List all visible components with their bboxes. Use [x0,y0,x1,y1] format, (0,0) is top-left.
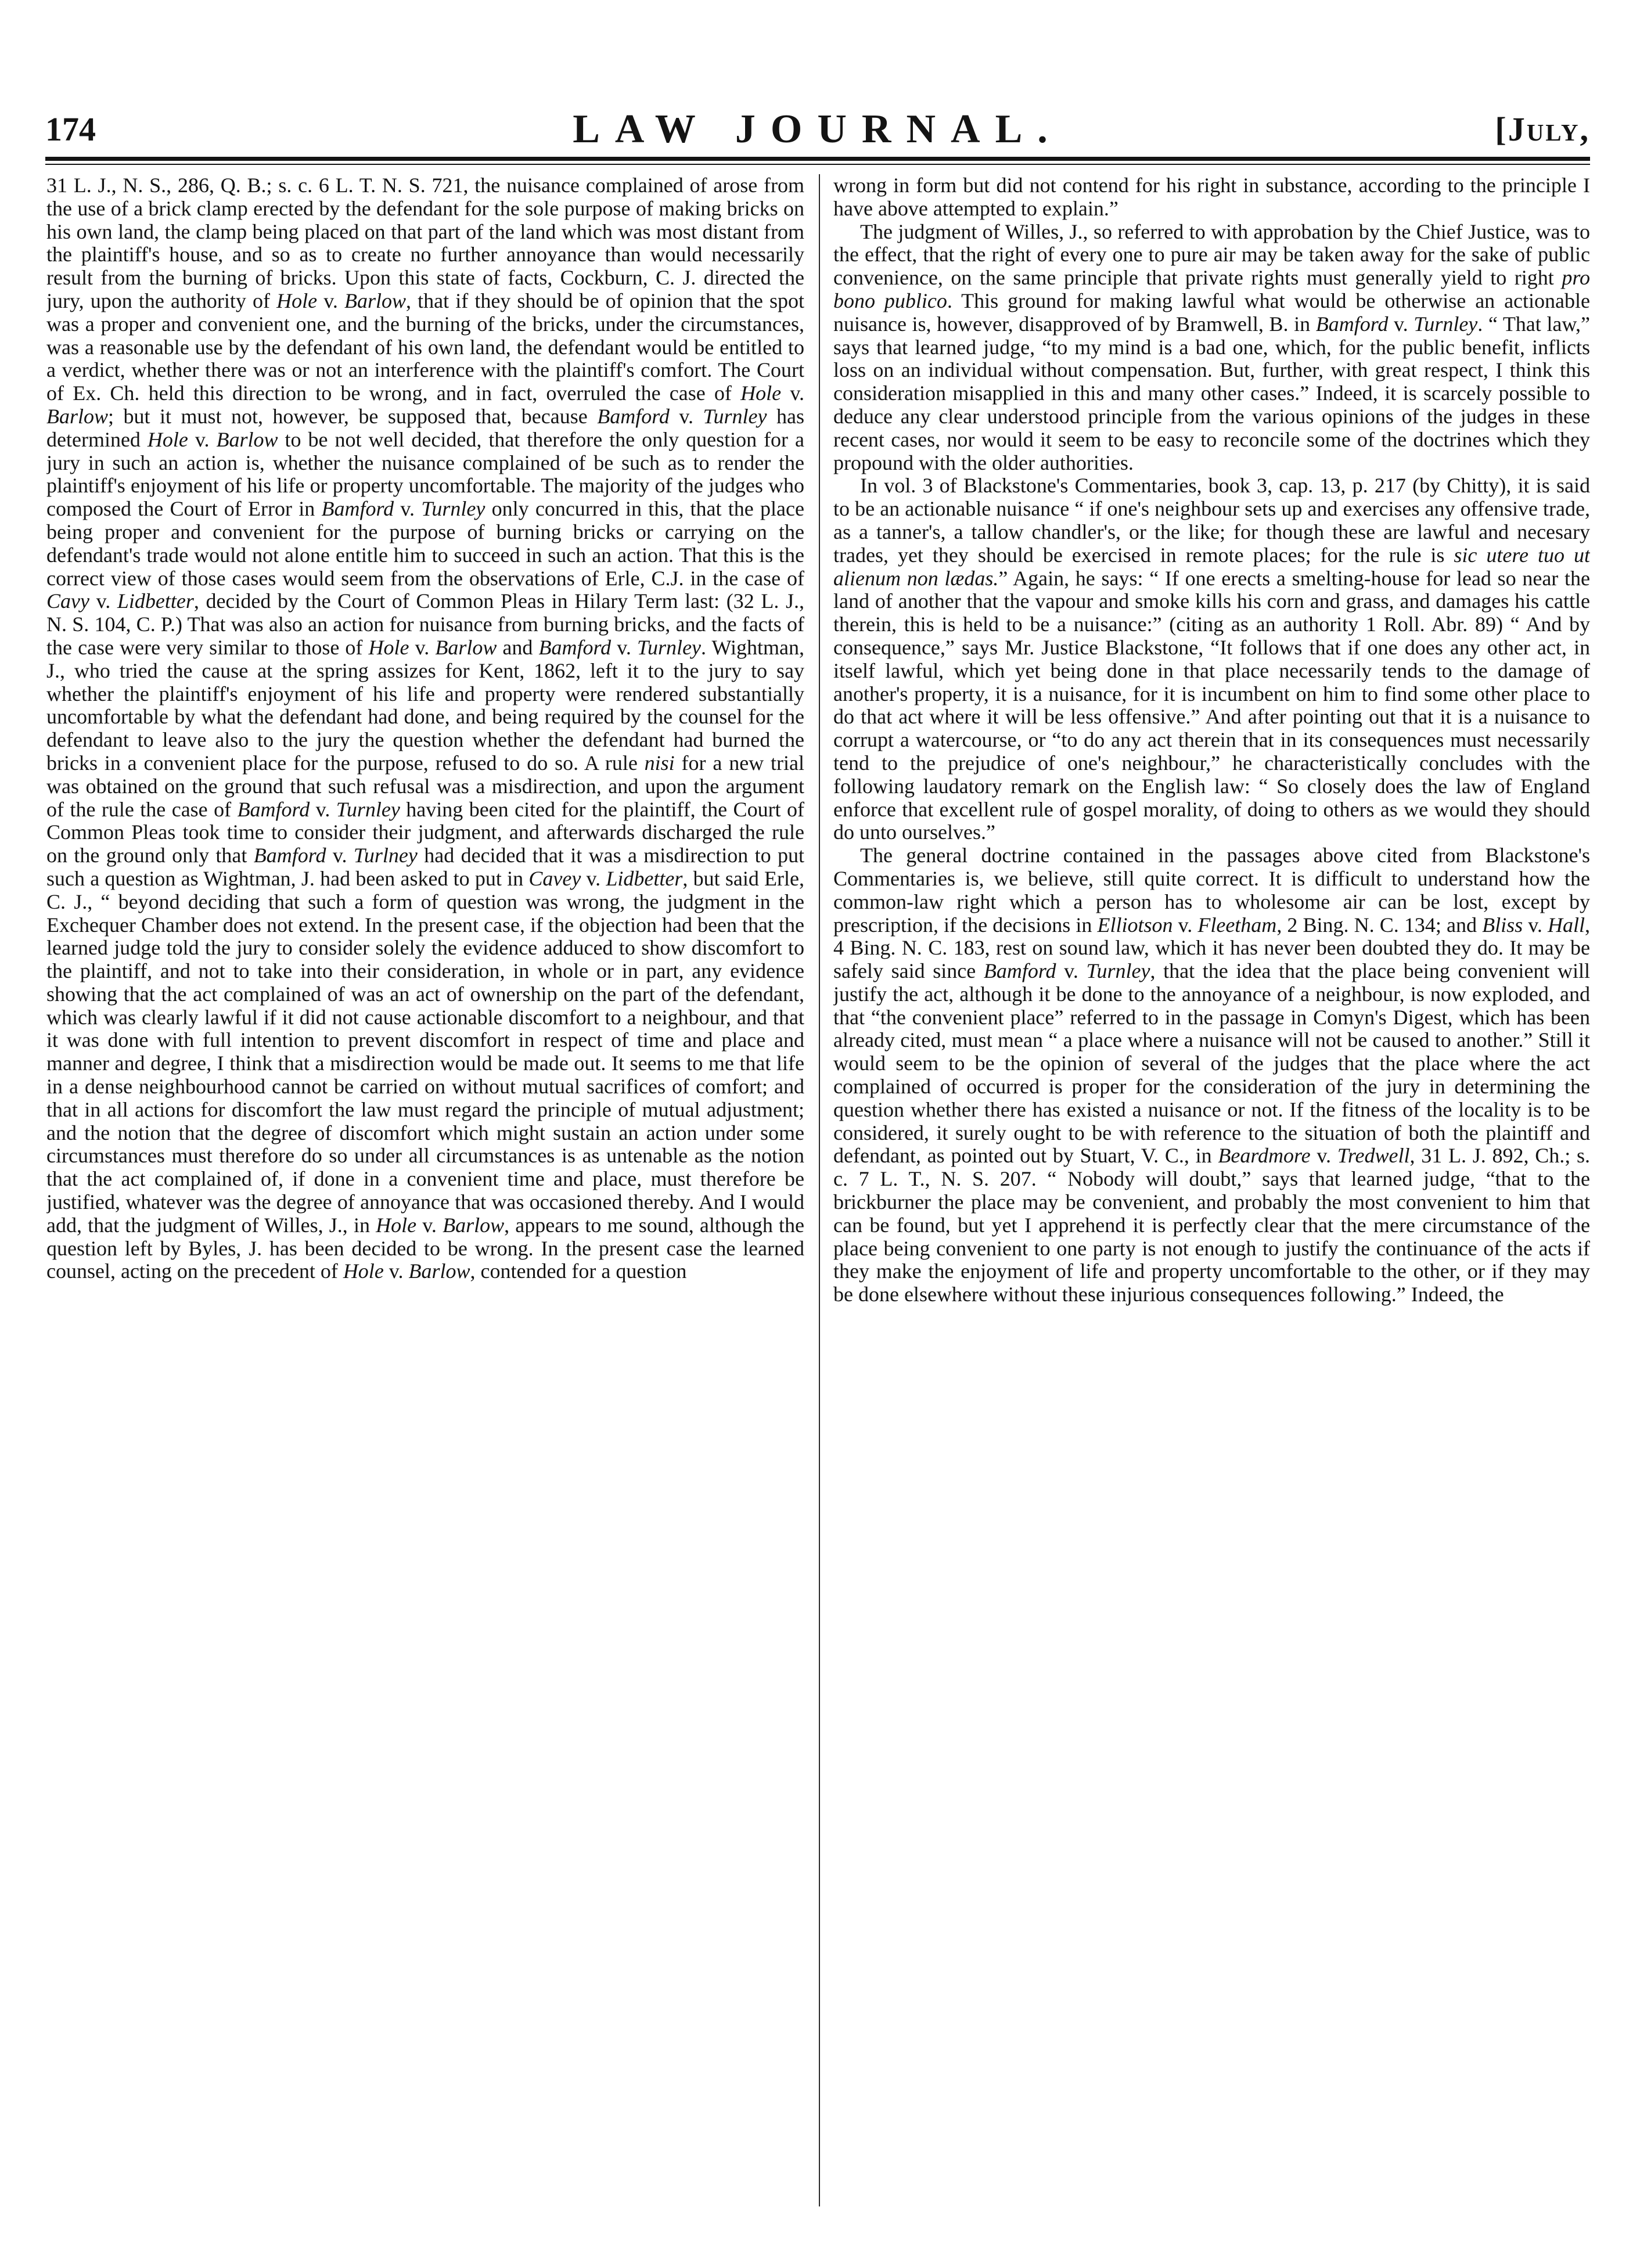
italic-text: Turnley [336,797,400,821]
right-column [833,174,1590,2212]
italic-text: Bliss [1482,913,1523,937]
text-run: v. [669,404,703,428]
text-run: v. [89,589,117,613]
italic-text: nisi [644,751,675,775]
text-run: , contended for a question [470,1259,687,1283]
text-run: , but said Erle, C. J., “ beyond deciding that such a form of question was wrong, the judgment in the Exchequer Chamber does not extend. In the present case, if the objection had been that the learned judge told the jury to consider solely the evidence adduced to show discomfort to the plaintiff, and not to take into their consideration, in whole or in part, any evidence showing that the act complained of was an act of ownership on the part of the defendant, which was clearly lawful if it did not cause actionable discomfort to a neighbour, and that it was done with full intention to prevent discomfort in respect of time and place and manner and degree, I think that a misdirection would be made out. It seems to me that life in a dense neighbourhood cannot be carried on without mutual sacrifices of comfort; and that in all actions for discomfort the law must regard the principle of mutual adjustment; and the notion that the degree of discomfort which might sustain an action under some circumstances must therefore do so under all circumstances is as untenable as the notion that the act complained of, if done in a convenient time and place, must therefore be justified, whatever was the degree of annoyance that was occasioned thereby. And I would add, that the judgment of Willes, J., in [46,866,804,1237]
italic-text: Barlow [443,1213,505,1237]
italic-text: Turlney [353,844,418,867]
italic-text: Lidbetter [117,589,194,613]
italic-text: Beardmore [1218,1144,1311,1168]
italic-text: Barlow [435,635,497,659]
italic-text: Barlow [46,404,109,428]
text-run: v. [611,635,638,659]
italic-text: Hole [276,289,318,312]
text-run: v. [1388,312,1414,336]
text-run: , 4 Bing. N. C. 183, rest on sound law, which it has never been doubted they do. It may be safely said since [833,913,1590,983]
page-header [45,103,1590,156]
column-divider [819,174,820,2206]
italic-text: Bamford [983,959,1056,983]
text-run: had decided that it was a misdirection to put such a question as Wightman, J. had been asked to put in [46,844,804,890]
italic-text: Turnley [1086,959,1150,983]
text-run: and [497,635,539,659]
text-run: has determined [46,404,804,451]
text-run: v. [383,1259,409,1283]
italic-text: Barlow [216,427,278,451]
text-run: having been cited for the plaintiff, the Court of Common Pleas took time to consider their judgment, and afterwards discharged the rule on the ground only that [46,797,804,867]
text-run: v. [781,381,804,405]
text-run: , decided by the Court of Common Pleas in Hilary Term last: (32 L. J., N. S. 104, C. P.) That was also an action for nuisance from burning bricks, and the facts of the case were very similar to those of [46,589,804,659]
text-run: . Wightman, J., who tried the cause at the spring assizes for Kent, 1862, left it to the jury to say whether the plaintiff's enjoyment of his life and property were rendered substantially uncomfortable by what the defendant had done, and being required by the counsel for the defendant to leave also to the jury the question whether the defendant had burned the bricks in a convenient place for the purpose, refused to do so. A rule [46,635,804,775]
italic-text: Bamford [253,844,326,867]
paragraph [833,474,1590,844]
header-rule-thin [45,164,1590,165]
italic-text: Cavey [528,866,581,890]
text-run: , appears to me sound, although the question left by Byles, J. has been decided to be wrong. In the present case the learned counsel, acting on the precedent of [46,1213,804,1283]
italic-text: Barlow [344,289,407,312]
italic-text: Turnley [637,635,702,659]
text-run: v. [1173,913,1198,937]
italic-text: Hole [376,1213,417,1237]
italic-text: Turnley [1414,312,1478,336]
text-run: In vol. 3 of Blackstone's Commentaries, book 3, cap. 13, p. 217 (by Chitty), it is said to be an actionable nuisance “ if one's neighbour sets up and exercises any offensive trade, as a tanner's, a tallow chandler's, or the like; for though these are lawful and necesary trades, yet they should be exercised in remote places; for the rule is [833,474,1590,567]
text-run: , 31 L. J. 892, Ch.; s. c. 7 L. T., N. S. 207. “ Nobody will doubt,” says that learned judge, “that to the brickburner the place may be convenient, and probably the most convenient to him that can be found, but yet I apprehend it is perfectly clear that the mere circumstance of the place being convenient to one party is not enough to justify the continuance of the acts if they make the enjoyment of life and property uncomfortable to the other, or if they may be done elsewhere without these injurious consequences following.” Indeed, the [833,1144,1590,1306]
text-run: v. [1523,913,1548,937]
italic-text: Barlow [408,1259,470,1283]
paragraph [833,221,1590,475]
text-run: v. [188,427,217,451]
paragraph [833,844,1590,1306]
italic-text: Turnley [703,404,767,428]
text-run: , that the idea that the place being convenient will justify the act, although it be done to the annoyance of a neighbour, is now exploded, and that “the convenient place” referred to in the passage in Comyn's Digest, which has been already cited, must mean “ a place where a nuisance will not be caused to another.” Still it would seem to be the opinion of several of the judges that the place where the act complained of occurred is proper for the consideration of the jury in determining the question whether there has existed a nuisance or not. If the fitness of the locality is to be considered, it surely ought to be with reference to the situation of both the plaintiff and defendant, as pointed out by Stuart, V. C., in [833,959,1590,1168]
text-run: v. [1056,959,1087,983]
italic-text: Tredwell [1337,1144,1410,1168]
italic-text: Hole [368,635,409,659]
text-run: , 2 Bing. N. C. 134; and [1276,913,1483,937]
italic-text: Bamford [237,797,310,821]
text-run: v. [326,844,354,867]
italic-text: Hole [343,1259,384,1283]
text-run: v. [416,1213,443,1237]
text-run: The general doctrine contained in the passages above cited from Blackstone's Commentaries is, we believe, still quite correct. It is difficult to understand how the common-law right which a person has to wholesome air can be lost, except by prescription, if the decisions in [833,844,1590,937]
italic-text: pro bono publico [833,266,1590,312]
text-run: v. [581,866,606,890]
italic-text: Hole [740,381,782,405]
italic-text: Bamford [597,404,670,428]
text-run: ” Again, he says: “ If one erects a smelting-house for lead so near the land of another that the vapour and smoke kills his corn and grass, and damages his cattle therein, this is held to be a nuisance:” (citing as an authority 1 Roll. Abr. 89) “ And by consequence,” says Mr. Justice Blackstone, “It follows that if one does any other act, in itself lawful, which yet being done in that place necessarily tends to the damage of another's property, it is a nuisance, for it is incumbent on him to find some other place to do that act where it will be less offensive.” And after pointing out that it is a nuisance to corrupt a watercourse, or “to do any act therein that in its consequences must necessarily tend to the prejudice of one's neighbour,” he characteristically concludes with the following laudatory remark on the English law: “ So closely does the law of England enforce that excellent rule of gospel morality, of doing to others as we would they should do unto ourselves.” [833,566,1590,844]
text-run: , that if they should be of opinion that the spot was a proper and convenient one, and the burning of the bricks, under the circumstances, was a reasonable use by the defendant of his own land, the defendant would be entitled to a verdict, whether there was or not an interference with the plaintiff's comfort. The Court of Ex. Ch. held this direction to be wrong, and in fact, overruled the case of [46,289,804,405]
text-run: The judgment of Willes, J., so referred to with approbation by the Chief Justice, was to the effect, that the right of every one to pure air may be taken away for the sake of public convenience, on the same principle that private rights must generally yield to right [833,219,1590,290]
italic-text: Bamford [538,635,612,659]
text-run: . This ground for making lawful what would be otherwise an actionable nuisance is, however, disapproved of by Bramwell, B. in [833,289,1590,336]
italic-text: Bamford [1315,312,1389,336]
text-run: 31 L. J., N. S., 286, Q. B.; s. c. 6 L. T. N. S. 721, the nuisance complained of arose from the use of a brick clamp erected by the defendant for the sole purpose of making bricks on his own land, the clamp being placed on that part of the land which was most distant from the plaintiff's house, and so as to create no further annoyance than would necessarily result from the burning of bricks. Upon this state of facts, Cockburn, C. J. directed the jury, upon the authority of [46,174,804,312]
left-column [46,174,804,2212]
italic-text: sic utere tuo ut alienum non lædas. [833,543,1590,590]
paragraph [833,174,1590,221]
text-run: ; but it must not, however, be supposed that, because [108,404,598,428]
italic-text: Hall [1547,913,1585,937]
italic-text: Bamford [321,497,394,521]
text-run: v. [409,635,436,659]
text-run: . “ That law,” says that learned judge, “to my mind is a bad one, which, for the public benefit, inflicts loss on an individual without compensation. But, further, with great respect, I think this consideration misapplied in this and many other cases.” Indeed, it is scarcely possible to deduce any clear understood principle from the various opinions of the judges in these recent cases, nor would it seem to be easy to reconcile some of the doctrines which they propound with the older authorities. [833,312,1590,474]
italic-text: Lidbetter [606,866,683,890]
italic-text: Elliotson [1097,913,1173,937]
text-run: to be not well decided, that therefore the only question for a jury in such an action is, whether the nuisance complained of be such as to render the plaintiff's enjoyment of his life or property uncomfortable. The majority of the judges who composed the Court of Error in [46,427,804,521]
text-run: only concurred in this, that the place being proper and convenient for the purpose of burning bricks or carrying on the defendant's trade would not alone entitle him to succeed in such an action. That this is the correct view of those cases would seem from the observations of Erle, C.J. in the case of [46,497,804,590]
text-run: v. [317,289,345,312]
header-rule-thick [45,157,1590,161]
text-run: for a new trial was obtained on the ground that such refusal was a misdirection, and upon the argument of the rule the case of [46,751,804,821]
text-run: v. [310,797,336,821]
text-run: v. [394,497,422,521]
paragraph [46,174,804,1283]
text-run: v. [1310,1144,1337,1168]
page-number: 174 [45,110,96,148]
italic-text: Fleetham [1197,913,1277,937]
journal-title: LAW JOURNAL. [573,107,1063,152]
italic-text: Cavy [46,589,89,613]
italic-text: Turnley [421,497,485,521]
issue-date: [July, [1495,110,1590,148]
italic-text: Hole [147,427,188,451]
text-run: wrong in form but did not contend for his right in substance, according to the principle I have above attempted to explain.” [833,174,1590,220]
